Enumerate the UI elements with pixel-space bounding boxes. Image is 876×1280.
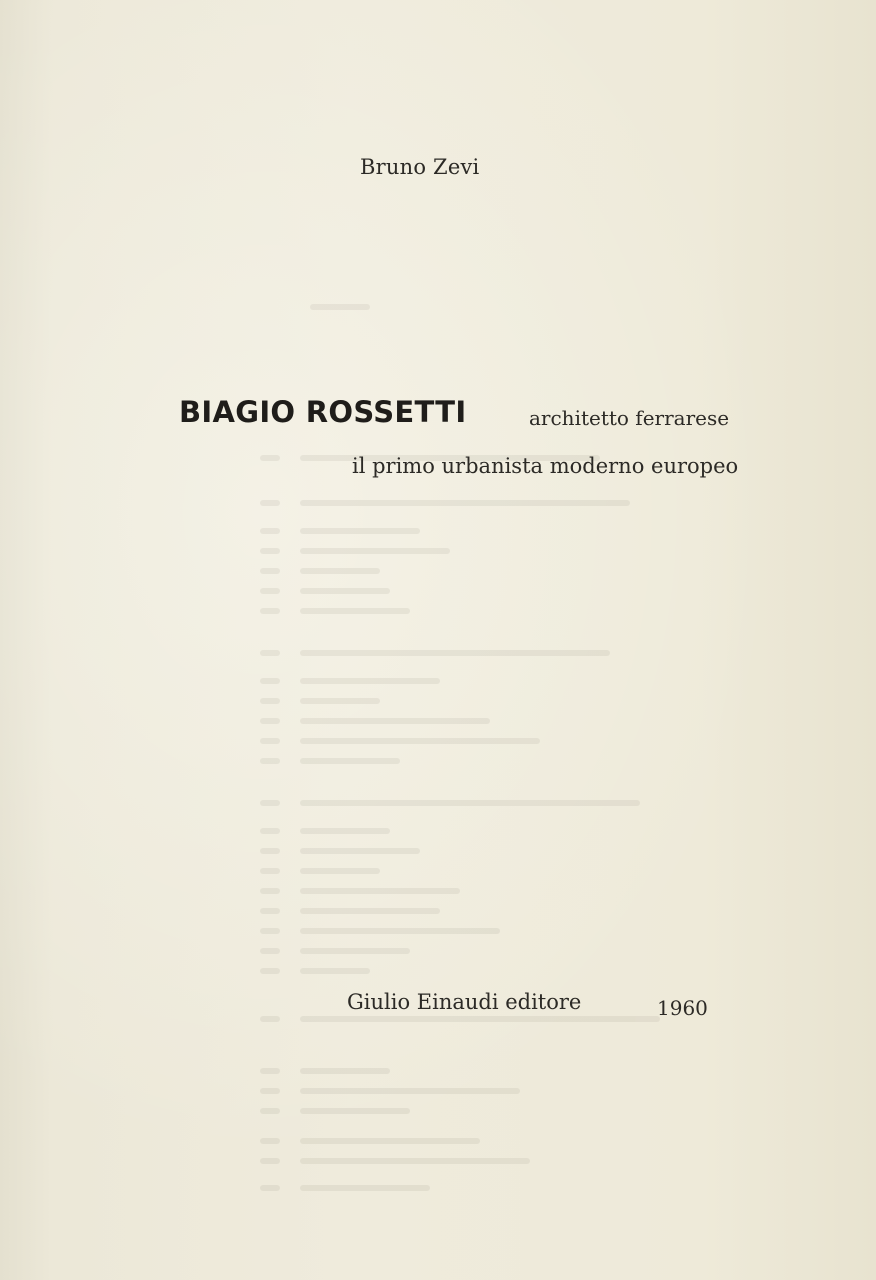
title-descriptor: architetto ferrarese (529, 406, 730, 430)
author-name: Bruno Zevi (360, 155, 480, 179)
publication-year: 1960 (657, 996, 708, 1020)
book-title: BIAGIO ROSSETTI (179, 395, 467, 429)
book-subtitle: il primo urbanista moderno europeo (352, 454, 739, 478)
publisher-name: Giulio Einaudi editore (347, 990, 582, 1014)
